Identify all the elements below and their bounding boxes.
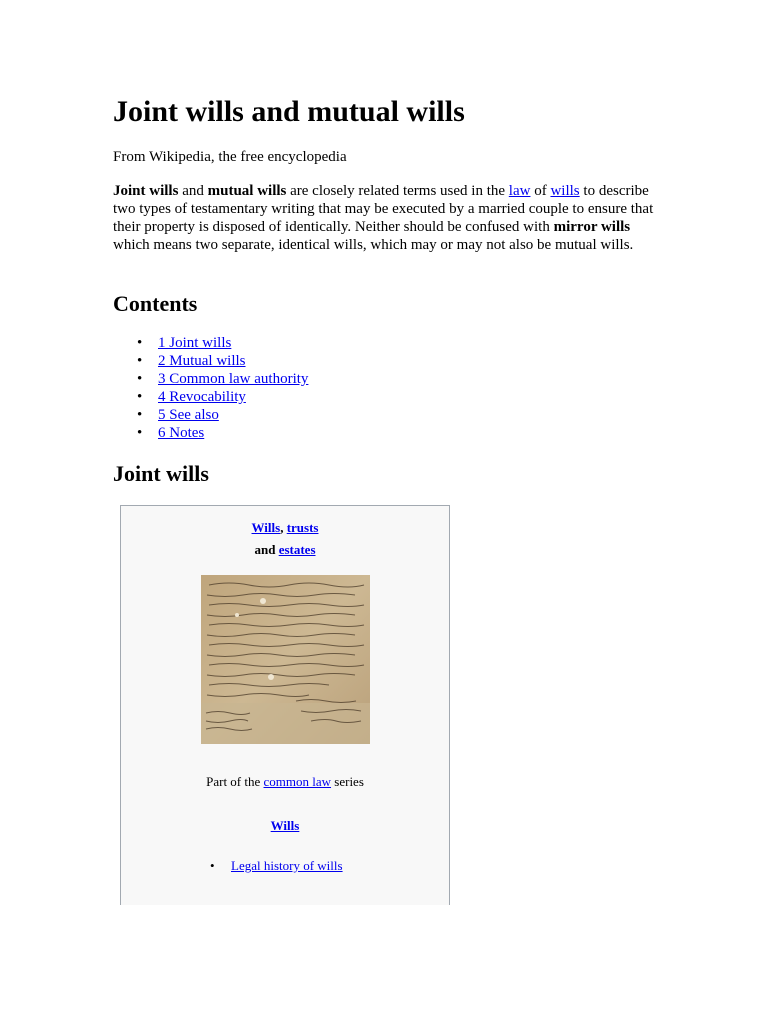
infobox-series-caption (121, 774, 449, 790)
site-subtitle: From Wikipedia, the free encyclopedia (113, 149, 347, 165)
intro-paragraph (113, 182, 658, 254)
common-law-link[interactable]: common law (263, 774, 332, 789)
infobox-wills-heading-link[interactable]: Wills (270, 818, 300, 833)
toc-link-joint-wills[interactable]: 1 Joint wills (158, 335, 232, 351)
toc-link-mutual-wills[interactable]: 2 Mutual wills (158, 353, 246, 369)
infobox-wills-link[interactable]: Wills (251, 520, 281, 535)
infobox-title-line2 (121, 542, 449, 558)
legal-history-of-wills-link[interactable]: Legal history of wills (231, 858, 343, 873)
law-link[interactable]: law (508, 183, 531, 199)
page-title: Joint wills and mutual wills (113, 95, 465, 128)
term-mirror-wills: mirror wills (553, 219, 631, 235)
toc-item (113, 406, 308, 424)
infobox-wills-heading (121, 818, 449, 834)
infobox-separator: , (280, 520, 287, 535)
toc-link-revocability[interactable]: 4 Revocability (158, 389, 246, 405)
handwritten-will-image[interactable] (201, 575, 370, 744)
bullet-icon: • (137, 389, 143, 405)
intro-text: are closely related terms used in the (286, 183, 509, 199)
toc-item (113, 424, 308, 442)
bullet-icon: • (210, 858, 215, 873)
contents-heading: Contents (113, 291, 198, 316)
caption-text: series (331, 774, 364, 789)
toc-link-see-also[interactable]: 5 See also (158, 407, 219, 423)
infobox-title (121, 520, 449, 536)
term-mutual-wills: mutual wills (207, 183, 287, 199)
intro-text: of (530, 183, 551, 199)
infobox (120, 505, 450, 905)
caption-text: Part of the (206, 774, 264, 789)
toc-link-notes[interactable]: 6 Notes (158, 425, 205, 441)
intro-text: to describe two types of testamentary writing that may be executed by a married couple to ensure that their property is disposed of identically. Neither should be confused with (113, 183, 654, 235)
table-of-contents (113, 334, 308, 442)
infobox-estates-link[interactable]: estates (278, 542, 316, 557)
bullet-icon: • (137, 425, 143, 441)
toc-item (113, 352, 308, 370)
bullet-icon: • (137, 371, 143, 387)
wills-link[interactable]: wills (550, 183, 580, 199)
bullet-icon: • (137, 335, 143, 351)
toc-item (113, 334, 308, 352)
term-joint-wills: Joint wills (113, 183, 179, 199)
infobox-and-text: and (254, 542, 279, 557)
infobox-list-item (210, 858, 343, 874)
intro-text: and (178, 183, 208, 199)
toc-item (113, 388, 308, 406)
toc-item (113, 370, 308, 388)
intro-text: which means two separate, identical wills, which may or may not also be mutual wills. (113, 237, 634, 253)
infobox-trusts-link[interactable]: trusts (286, 520, 319, 535)
bullet-icon: • (137, 407, 143, 423)
section-heading-joint-wills: Joint wills (113, 461, 209, 486)
bullet-icon: • (137, 353, 143, 369)
toc-link-common-law-authority[interactable]: 3 Common law authority (158, 371, 309, 387)
